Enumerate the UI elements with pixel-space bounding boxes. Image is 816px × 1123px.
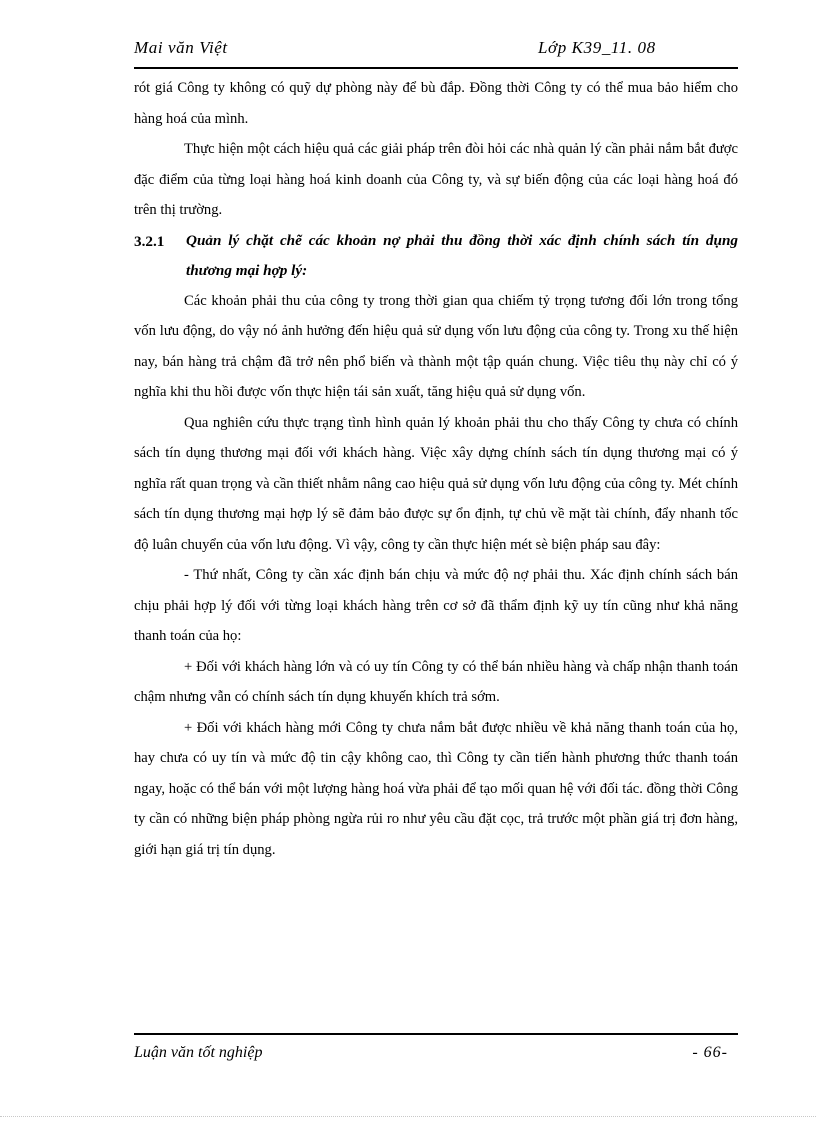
section-number: 3.2.1 — [134, 232, 165, 250]
paragraph: Qua nghiên cứu thực trạng tình hình quản lý khoản phải thu cho thấy Công ty chưa có chính sách tín dụng thương mại đối với khách hàng. Việc xây dựng chính sách tín dụng thương mại có ý nghĩa rất quan trọng và cần thiết nhằm nâng cao hiệu quả sử dụng vốn lưu động của công ty. Mét chính sách tín dụng thương mại hợp lý sẽ đảm bảo được sự ổn định, tự chủ về mặt tài chính, đẩy nhanh tốc độ luân chuyển của vốn lưu động. Vì vậy, công ty cần thực hiện mét sè biện pháp sau đây: — [134, 414, 738, 553]
paragraph: Thực hiện một cách hiệu quả các giải pháp trên đòi hỏi các nhà quản lý cần phải nắm bắt được đặc điểm của từng loại hàng hoá kinh doanh của Công ty, và sự biến động của các loại hàng hoá đó trên thị trường. — [134, 141, 738, 218]
paragraph-continuation: rót giá Công ty không có quỹ dự phòng này để bù đắp. Đồng thời Công ty có thể mua bảo hiểm cho hàng hoá của mình. — [134, 80, 738, 127]
paragraph: + Đối với khách hàng mới Công ty chưa nắm bắt được nhiều về khả năng thanh toán của họ, hay chưa có uy tín và mức độ tin cậy không cao, thì Công ty cần tiến hành phương thức thanh toán ngay, hoặc có thể bán với một lượng hàng hoá vừa phải để tạo mối quan hệ với đối tác. đồng thời Công ty cần có những biện pháp phòng ngừa rủi ro như yêu cầu đặt cọc, trả trước một phần giá trị đơn hàng, giới hạn giá trị tín dụng. — [134, 719, 738, 858]
page-header — [134, 38, 738, 64]
page-edge-divider — [0, 1116, 816, 1117]
section-title: Quản lý chặt chẽ các khoản nợ phải thu đồng thời xác định chính sách tín dụng thương mại hợp lý: — [186, 231, 738, 279]
section-heading — [134, 226, 738, 286]
header-rule — [134, 67, 738, 69]
header-author: Mai văn Việt — [134, 38, 228, 57]
footer-rule — [134, 1033, 738, 1035]
header-class-code: Lớp K39_11. 08 — [538, 38, 656, 57]
paragraph: Các khoản phải thu của công ty trong thời gian qua chiếm tỷ trọng tương đối lớn trong tổng vốn lưu động, do vậy nó ảnh hưởng đến hiệu quả sử dụng vốn lưu động của công ty. Trong xu thế hiện nay, bán hàng trả chậm đã trở nên phổ biến và thành một tập quán chung. Việc tiêu thụ này chỉ có ý nghĩa khi thu hồi được vốn thực hiện tái sản xuất, tăng hiệu quả sử dụng vốn. — [134, 292, 738, 400]
page-number: - 66- — [692, 1044, 728, 1061]
paragraph: - Thứ nhất, Công ty cần xác định bán chịu và mức độ nợ phải thu. Xác định chính sách bán chịu phải hợp lý đối với từng loại khách hàng trên cơ sở đã thẩm định kỹ uy tín cũng như khả năng thanh toán của họ: — [134, 567, 738, 644]
paragraph: + Đối với khách hàng lớn và có uy tín Công ty có thể bán nhiều hàng và chấp nhận thanh toán chậm nhưng vẫn có chính sách tín dụng khuyến khích trả sớm. — [134, 658, 738, 705]
footer-title: Luận văn tốt nghiệp — [134, 1044, 263, 1061]
page-footer — [134, 1044, 738, 1068]
document-body — [134, 73, 738, 865]
